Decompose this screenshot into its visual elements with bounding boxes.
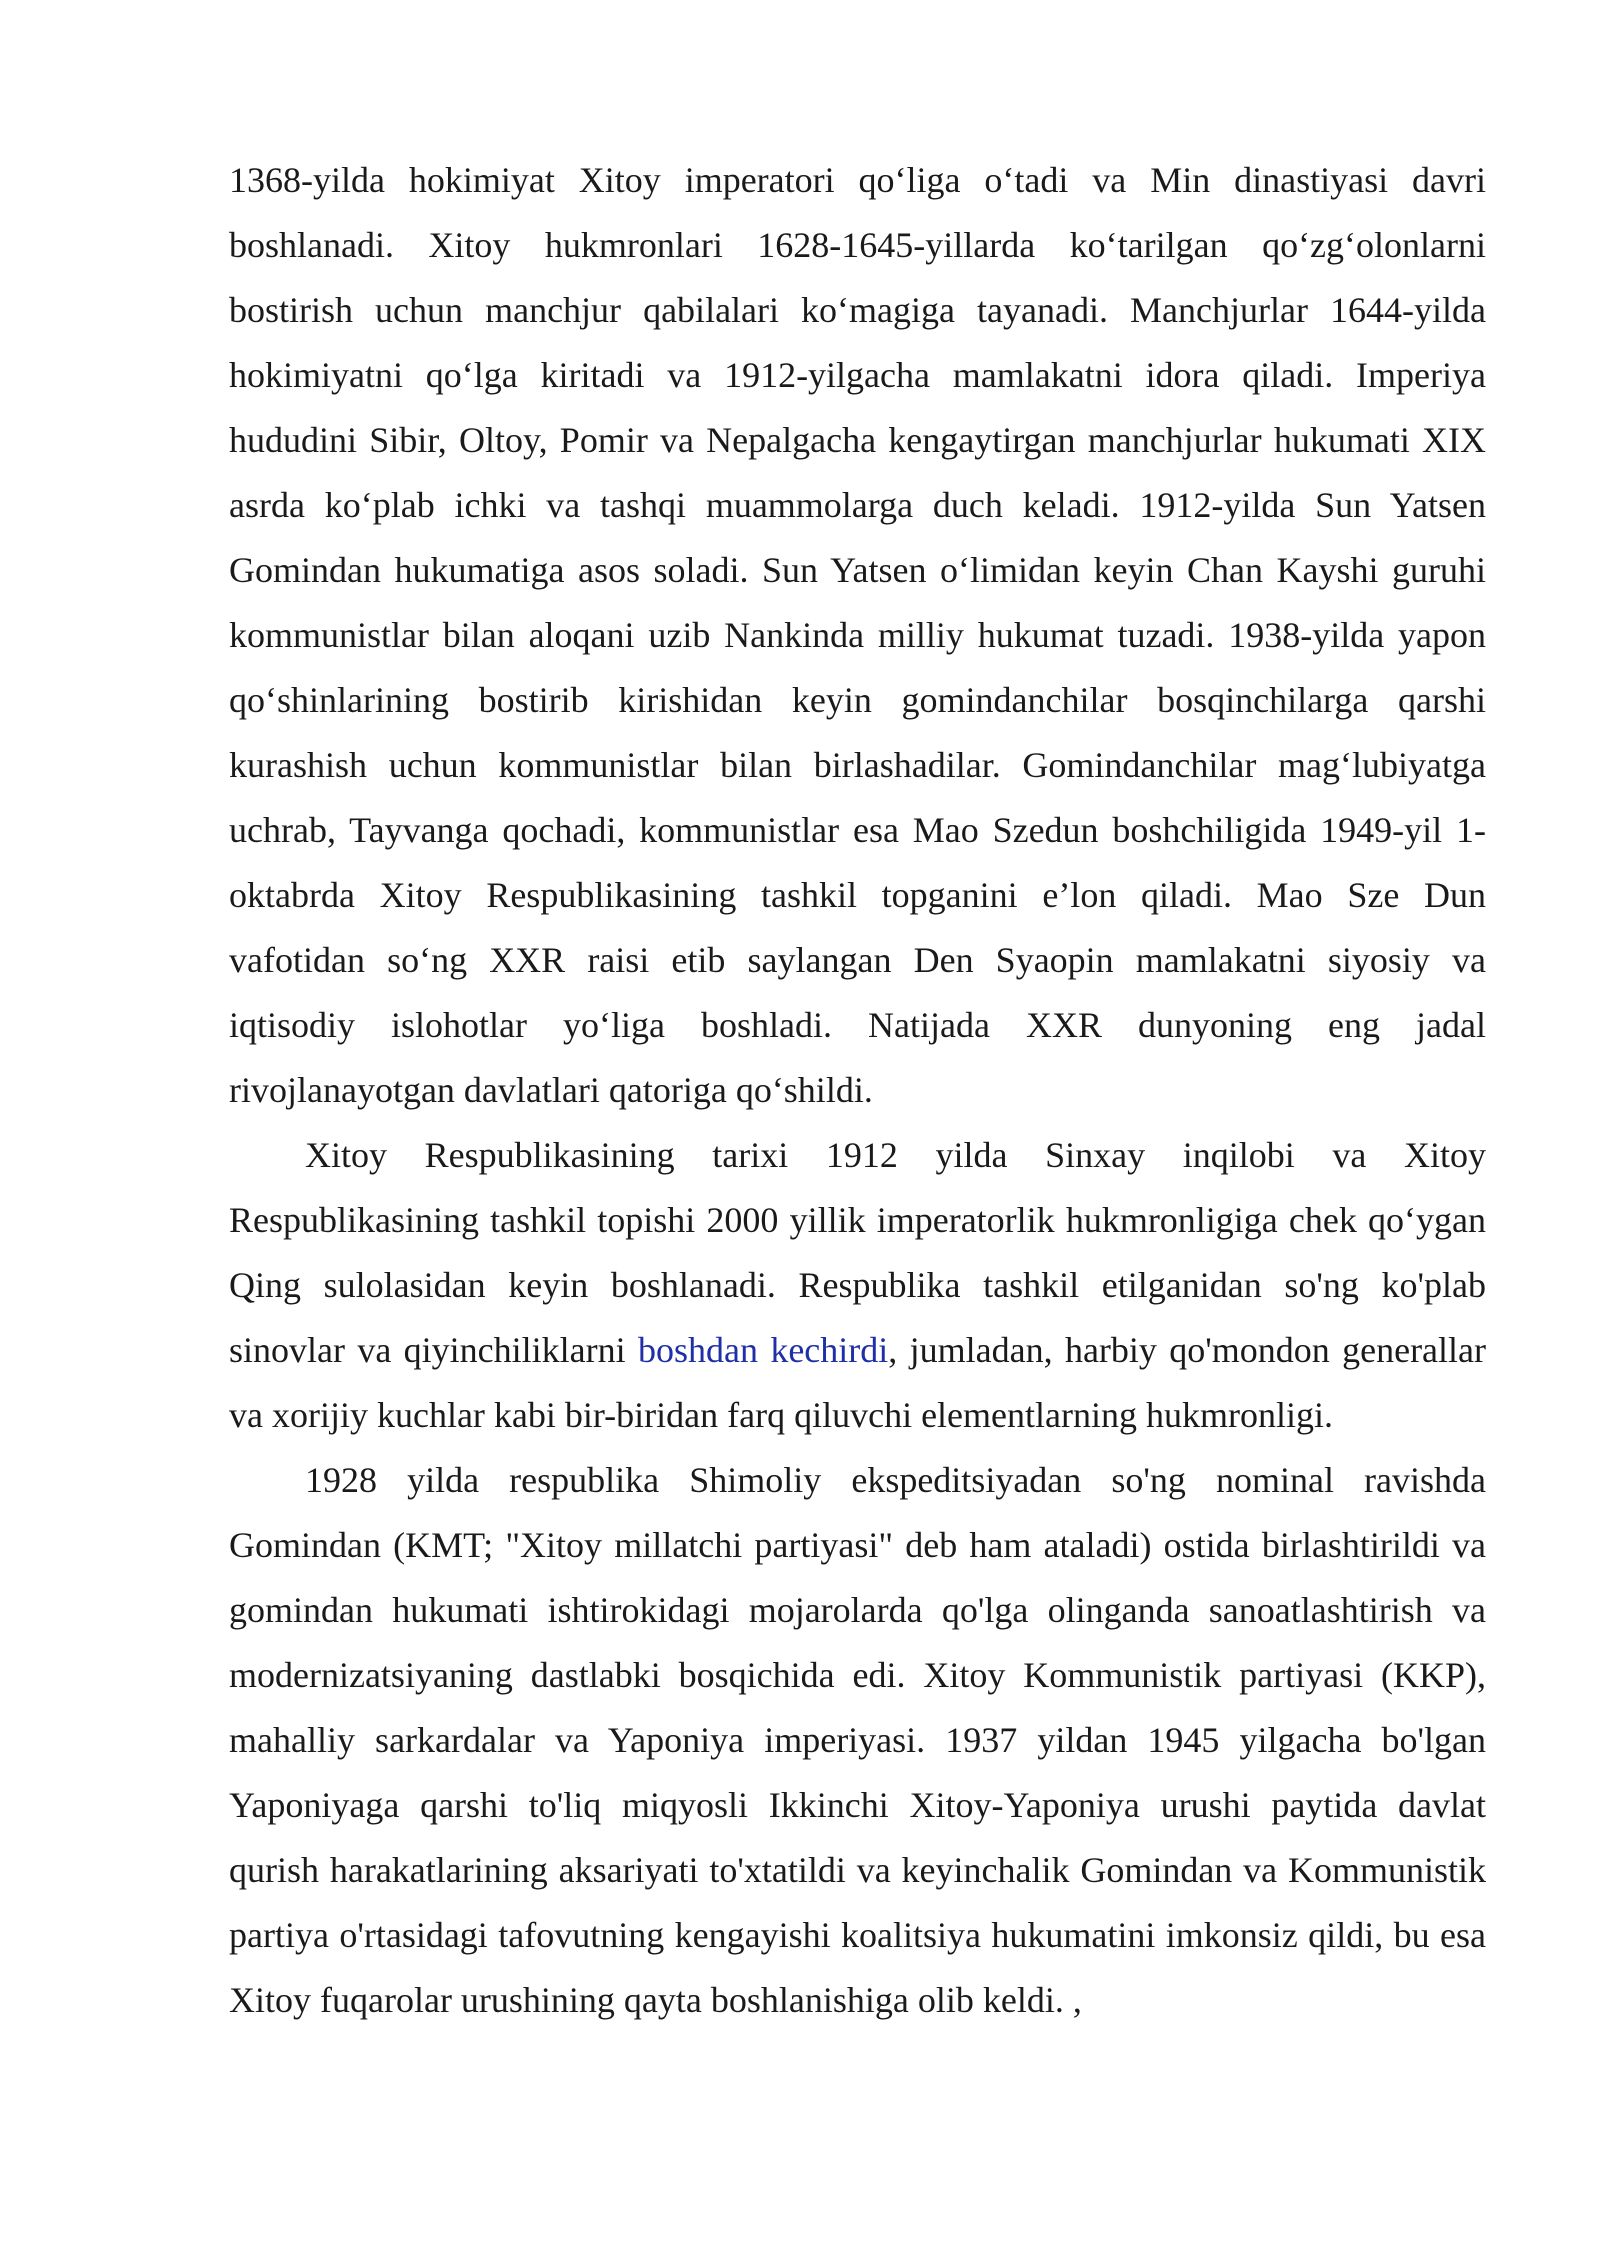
paragraph-republic-history: [229, 1123, 1486, 1448]
paragraph-kmt-unification: 1928 yilda respublika Shimoliy ekspeditsiyadan so'ng nominal ravishda Gomindan (KMT; "Xitoy millatchi partiyasi" deb ham ataladi) ostida birlashtirildi va gomindan hukumati ishtirokidagi mojarolarda qo'lga olinganda sanoatlashtirish va modernizatsiyaning dastlabki bosqichida edi. Xitoy Kommunistik partiyasi (KKP), mahalliy sarkardalar va Yaponiya imperiyasi. 1937 yildan 1945 yilgacha bo'lgan Yaponiyaga qarshi to'liq miqyosli Ikkinchi Xitoy-Yaponiya urushi paytida davlat qurish harakatlarining aksariyati to'xtatildi va keyinchalik Gomindan va Kommunistik partiya o'rtasidagi tafovutning kengayishi koalitsiya hukumatini imkonsiz qildi, bu esa Xitoy fuqarolar urushining qayta boshlanishiga olib keldi. ,: [229, 1460, 1486, 2020]
document-body: [229, 148, 1486, 2033]
paragraph-text-before-link: Xitoy Respublikasining tarixi 1912 yilda Sinxay inqilobi va Xitoy Respublikasining tashkil topishi 2000 yillik imperatorlik hukmronligiga chek qo‘ygan Qing sulolasidan keyin boshlanadi. Respublika tashkil etilganidan so'ng ko'plab sinovlar va qiyinchiliklarni: [229, 1135, 1486, 1370]
paragraph-text-after-link: , jumladan, harbiy qo'mondon generallar va xorijiy kuchlar kabi bir-biridan farq qiluvchi elementlarning hukmronligi.: [229, 1330, 1487, 1435]
paragraph-ming-qing-history: 1368-yilda hokimiyat Xitoy imperatori qo‘liga o‘tadi va Min dinastiyasi davri boshlanadi. Xitoy hukmronlari 1628-1645-yillarda ko‘tarilgan qo‘zg‘olonlarni bostirish uchun manchjur qabilalari ko‘magiga tayanadi. Manchjurlar 1644-yilda hokimiyatni qo‘lga kiritadi va 1912-yilgacha mamlakatni idora qiladi. Imperiya hududini Sibir, Oltoy, Pomir va Nepalgacha kengaytirgan manchjurlar hukumati XIX asrda ko‘plab ichki va tashqi muammolarga duch keladi. 1912-yilda Sun Yatsen Gomindan hukumatiga asos soladi. Sun Yatsen o‘limidan keyin Chan Kayshi guruhi kommunistlar bilan aloqani uzib Nankinda milliy hukumat tuzadi. 1938-yilda yapon qo‘shinlarining bostirib kirishidan keyin gomindanchilar bosqinchilarga qarshi kurashish uchun kommunistlar bilan birlashadilar. Gomindanchilar mag‘lubiyatga uchrab, Tayvanga qochadi, kommunistlar esa Mao Szedun boshchiligida 1949-yil 1-oktabrda Xitoy Respublikasining tashkil topganini e’lon qiladi. Mao Sze Dun vafotidan so‘ng XXR raisi etib saylangan Den Syaopin mamlakatni siyosiy va iqtisodiy islohotlar yo‘liga boshladi. Natijada XXR dunyoning eng jadal rivojlanayotgan davlatlari qatoriga qo‘shildi.: [229, 160, 1486, 1110]
boshdan-kechirdi-link[interactable]: boshdan kechirdi: [637, 1330, 889, 1370]
